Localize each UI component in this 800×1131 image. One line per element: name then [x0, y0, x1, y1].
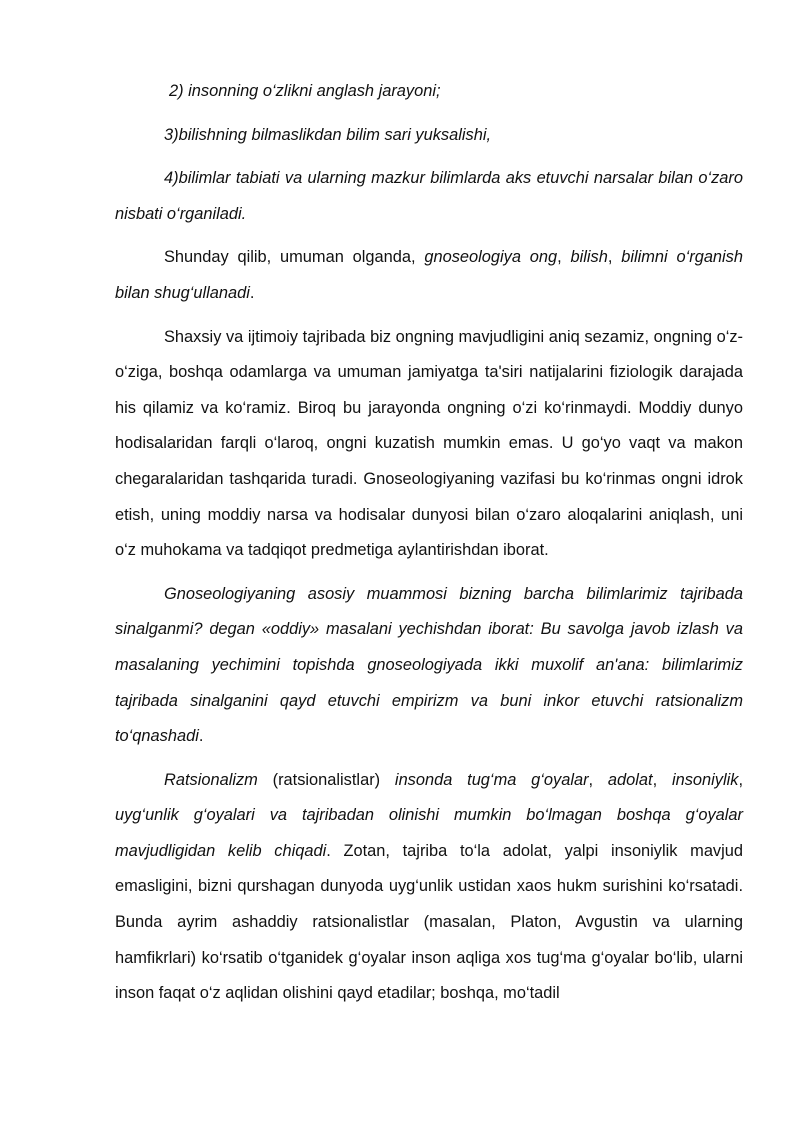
paragraph: Shunday qilib, umuman olganda, gnoseologiya ong, bilish, bilimni o‘rganish bilan shug‘ullanadi. [115, 248, 743, 302]
list-item: 4)bilimlar tabiati va ularning mazkur bilimlarda aks etuvchi narsalar bilan o‘zaro nisbati o‘rganiladi. [115, 169, 743, 223]
list-item: 2) insonning o‘zlikni anglash jarayoni; [169, 82, 441, 100]
paragraph: Ratsionalizm (ratsionalistlar) insonda tug‘ma g‘oyalar, adolat, insoniylik, uyg‘unlik g‘oyalari va tajribadan olinishi mumkin bo‘lmagan boshqa g‘oyalar mavjudligidan kelib chiqadi. Zotan, tajriba to‘la adolat, yalpi insoniylik mavjud emasligini, bizni qurshagan dunyoda uyg‘unlik ustidan xaos hukm surishini ko‘rsatadi. Bunda ayrim ashaddiy ratsionalistlar (masalan, Platon, Avgustin va ularning hamfikrlari) ko‘rsatib o‘tganidek g‘oyalar inson aqliga xos tug‘ma g‘oyalar bo‘lib, ularni inson faqat o‘z aqlidan olishini qayd etadilar; boshqa, mo‘tadil [115, 770, 744, 1003]
list-item: 3)bilishning bilmaslikdan bilim sari yuksalishi, [164, 125, 492, 144]
paragraph: Gnoseologiyaning asosiy muammosi bizning barcha bilimlarimiz tajribada sinalganmi? degan «oddiy» masalani yechishdan iborat: Bu savolga javob izlash va masalaning yechimini topishda gnoseologiyada ikki muxolif an'ana: bilimlarimiz tajribada sinalganini qayd etuvchi empirizm va buni inkor etuvchi ratsionalizm to‘qnashadi. [115, 584, 743, 746]
paragraph: Shaxsiy va ijtimoiy tajribada biz ongning mavjudligini aniq sezamiz, ongning o‘z-o‘ziga, boshqa odamlarga va umuman jamiyatga ta'siri natijalarini fiziologik darajada his qilamiz va ko‘ramiz. Biroq bu jarayonda ongning o‘zi ko‘rinmaydi. Moddiy dunyo hodisalaridan farqli o‘laroq, ongni kuzatish mumkin emas. U go‘yo vaqt va makon chegaralaridan tashqarida turadi. Gnoseologiyaning vazifasi bu ko‘rinmas ongni idrok etish, uning moddiy narsa va hodisalar dunyosi bilan o‘zaro aloqalarini aniqlash, uni o‘z muhokama va tadqiqot predmetiga aylantirishdan iborat. [115, 327, 743, 560]
